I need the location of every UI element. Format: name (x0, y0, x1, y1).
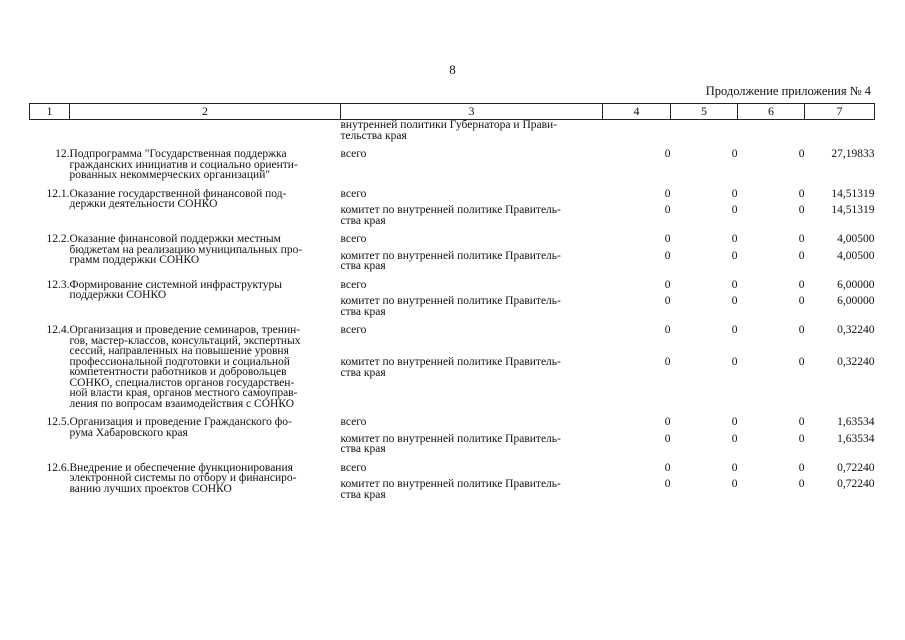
executor-cell (341, 205, 603, 226)
executor-cell (341, 251, 603, 272)
text-line: всего (340, 187, 367, 200)
text-line: ства края (340, 305, 386, 318)
row-code: 12.3. (46, 278, 70, 291)
spacer-cell (738, 455, 805, 463)
continuation-row (30, 120, 875, 142)
value-c4: 0 (664, 233, 671, 245)
text-line: ванию лучших проектов СОНКО (69, 482, 232, 495)
text-line: сессий, направленных на повышение уровня (69, 345, 289, 357)
value-c7: 4,00500 (837, 233, 875, 245)
text-line: Организация и проведение семинаров, тренин- (69, 324, 301, 336)
spacer-cell (603, 409, 671, 417)
spacer-cell (603, 317, 671, 325)
value-c7: 27,19833 (831, 148, 875, 160)
spacer-cell (341, 141, 603, 149)
value-c6: 0 (798, 432, 805, 445)
value-c6: 0 (798, 278, 805, 291)
value-c4: 0 (664, 295, 671, 307)
value-c6: 0 (798, 148, 805, 160)
spacer-cell (671, 409, 738, 417)
value-c7: 6,00000 (837, 278, 875, 291)
value-c6: 0 (798, 478, 805, 490)
text-line: тельства края (340, 129, 407, 142)
column-header: 4 (603, 104, 671, 120)
table-row (30, 325, 875, 351)
value-c5: 0 (731, 295, 738, 307)
value-c6: 0 (798, 324, 805, 336)
text-line: комитет по внутренней политике Правитель- (340, 249, 561, 262)
executor-cell (341, 417, 603, 428)
column-header: 3 (341, 104, 603, 120)
value-c5: 0 (731, 148, 738, 160)
value-c5: 0 (731, 233, 738, 245)
text-line: рума Хабаровского края (69, 426, 188, 439)
column-header: 6 (738, 104, 805, 120)
spacer-cell (738, 409, 805, 417)
text-line: Внедрение и обеспечение функционирования (69, 461, 293, 474)
spacer-cell (341, 409, 603, 417)
text-line: ства края (340, 260, 386, 272)
text-line: СОНКО, специалистов органов государствен- (69, 376, 295, 389)
executor-cell (341, 189, 603, 200)
text-line: всего (340, 278, 367, 291)
value-c4: 0 (664, 187, 671, 200)
text-line: Оказание государственной финансовой под- (69, 187, 287, 200)
spacer-cell (738, 226, 805, 234)
row-title (70, 280, 341, 318)
text-line: внутренней политики Губернатора и Прави- (340, 119, 558, 131)
table-row (30, 234, 875, 245)
executor-cell (341, 479, 603, 500)
value-c4: 0 (664, 278, 671, 291)
text-line: комитет по внутренней политике Правитель- (340, 432, 561, 445)
row-code: 12.2. (46, 233, 70, 245)
value-c6: 0 (798, 295, 805, 307)
value-c6: 0 (798, 249, 805, 262)
text-line: всего (340, 233, 367, 245)
spacer-cell (341, 455, 603, 463)
value-c7: 0,72240 (837, 461, 875, 474)
value-c7: 14,51319 (831, 204, 875, 216)
spacer-cell (603, 455, 671, 463)
value-c7: 4,00500 (837, 249, 875, 262)
spacer-cell (671, 317, 738, 325)
value-c7: 14,51319 (831, 187, 875, 200)
spacer-cell (341, 317, 603, 325)
spacer-cell (603, 181, 671, 189)
executor-cell (341, 357, 603, 409)
value-c6: 0 (798, 233, 805, 245)
text-line: Организация и проведение Гражданского фо- (69, 416, 292, 428)
executor-cell (341, 434, 603, 455)
row-title (70, 234, 341, 272)
row-code: 12.4. (46, 324, 70, 336)
value-c6: 0 (798, 356, 805, 368)
table-row (30, 417, 875, 428)
executor-cell (341, 463, 603, 474)
text-line: ства края (340, 488, 386, 501)
table-row (30, 463, 875, 474)
text-line: ной власти края, органов местного самоуправ- (69, 387, 298, 399)
value-c4: 0 (664, 249, 671, 262)
text-line: Формирование системной инфраструктуры (69, 278, 282, 291)
executor-cell (341, 325, 603, 351)
text-line: комитет по внутренней политике Правитель- (340, 478, 561, 490)
executor-cell (341, 149, 603, 181)
value-c4: 0 (664, 356, 671, 368)
value-c4: 0 (664, 432, 671, 445)
row-code: 12. (55, 148, 70, 160)
page-number: 8 (449, 62, 456, 77)
value-c6: 0 (798, 416, 805, 428)
table-row (30, 280, 875, 291)
row-title (70, 417, 341, 455)
value-c4: 0 (664, 478, 671, 490)
text-line: ления по вопросам взаимодействия с СОНКО (69, 397, 295, 410)
text-line: ства края (340, 366, 386, 379)
row-title (70, 463, 341, 501)
text-line: всего (340, 416, 367, 428)
program-table (29, 103, 875, 500)
text-line: ства края (340, 443, 386, 455)
spacer-cell (341, 226, 603, 234)
spacer-cell (738, 141, 805, 149)
text-line: грамм поддержки СОНКО (69, 254, 200, 266)
continuation-executor (341, 120, 603, 142)
value-c5: 0 (731, 461, 738, 474)
column-header: 5 (671, 104, 738, 120)
spacer-cell (671, 272, 738, 280)
table-row (30, 149, 875, 181)
value-c4: 0 (664, 148, 671, 160)
value-c6: 0 (798, 461, 805, 474)
text-line: электронной системы по отбору и финансиро- (69, 472, 297, 484)
executor-cell (341, 296, 603, 317)
value-c6: 0 (798, 187, 805, 200)
row-title (70, 189, 341, 227)
value-c5: 0 (731, 416, 738, 428)
table-body (30, 120, 875, 501)
value-c5: 0 (731, 324, 738, 336)
executor-cell (341, 234, 603, 245)
value-c5: 0 (731, 204, 738, 216)
appendix-note: Продолжение приложения № 4 (705, 84, 871, 98)
value-c5: 0 (731, 187, 738, 200)
text-line: комитет по внутренней политике Правитель- (340, 295, 561, 307)
text-line: Подпрограмма "Государственная поддержка (69, 148, 287, 160)
value-c4: 0 (664, 324, 671, 336)
executor-cell (341, 280, 603, 291)
spacer-cell (671, 455, 738, 463)
row-code: 12.6. (46, 461, 70, 474)
value-c5: 0 (731, 249, 738, 262)
text-line: компетентности работников и добровольцев (69, 366, 287, 378)
row-code: 12.1. (46, 187, 70, 200)
text-line: комитет по внутренней политике Правитель- (340, 204, 561, 216)
spacer-cell (738, 181, 805, 189)
spacer-cell (603, 141, 671, 149)
spacer-cell (671, 181, 738, 189)
value-c7: 0,32240 (837, 324, 875, 336)
column-number-row (30, 104, 875, 120)
text-line: Оказание финансовой поддержки местным (69, 233, 281, 245)
spacer-cell (671, 141, 738, 149)
value-c4: 0 (664, 204, 671, 216)
column-header: 7 (805, 104, 875, 120)
text-line: держки деятельности СОНКО (69, 198, 218, 210)
text-line: гов, мастер-классов, консультаций, экспертных (69, 334, 301, 347)
value-c7: 1,63534 (837, 432, 875, 445)
text-line: рованных некоммерческих организаций" (69, 169, 271, 181)
spacer-cell (341, 272, 603, 280)
value-c5: 0 (731, 478, 738, 490)
text-line: всего (340, 148, 367, 160)
value-c7: 1,63534 (837, 416, 875, 428)
text-line: поддержки СОНКО (69, 289, 167, 301)
spacer-cell (603, 226, 671, 234)
value-c7: 6,00000 (837, 295, 875, 307)
column-header: 2 (70, 104, 341, 120)
spacer-cell (603, 272, 671, 280)
text-line: всего (340, 461, 367, 474)
text-line: всего (340, 324, 367, 336)
value-c5: 0 (731, 356, 738, 368)
spacer-cell (738, 317, 805, 325)
value-c7: 0,72240 (837, 478, 875, 490)
spacer-cell (671, 226, 738, 234)
value-c6: 0 (798, 204, 805, 216)
value-c7: 0,32240 (837, 356, 875, 368)
row-code: 12.5. (46, 416, 70, 428)
text-line: комитет по внутренней политике Правитель- (340, 356, 561, 368)
column-header: 1 (30, 104, 70, 120)
row-title (70, 325, 341, 409)
value-c5: 0 (731, 432, 738, 445)
text-line: бюджетам на реализацию муниципальных про- (69, 243, 303, 256)
table-row (30, 189, 875, 200)
value-c4: 0 (664, 461, 671, 474)
spacer-cell (341, 181, 603, 189)
text-line: ства края (340, 214, 386, 227)
value-c4: 0 (664, 416, 671, 428)
row-title (70, 149, 341, 181)
value-c5: 0 (731, 278, 738, 291)
text-line: профессиональной подготовки и социальной (69, 355, 290, 368)
spacer-cell (738, 272, 805, 280)
text-line: гражданских инициатив и социально ориенти- (69, 158, 298, 171)
